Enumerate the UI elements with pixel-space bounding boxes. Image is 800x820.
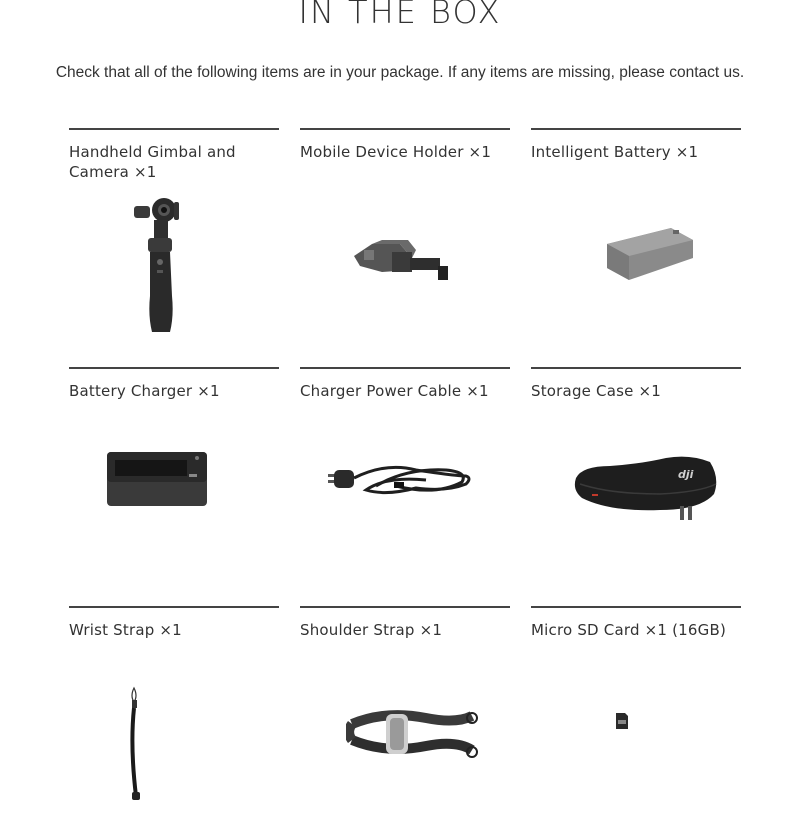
gimbal-camera-icon: [130, 196, 190, 336]
divider: [300, 128, 510, 130]
storage-case-icon: [570, 454, 720, 524]
item-label: Storage Case ×1: [531, 382, 662, 400]
item-label: Wrist Strap ×1: [69, 621, 182, 639]
micro-sd-icon: [615, 712, 629, 730]
wrist-strap-icon: [124, 686, 148, 802]
item-power-cable: [300, 367, 510, 401]
item-label: Charger Power Cable ×1: [300, 382, 489, 400]
divider: [531, 367, 741, 369]
divider: [300, 606, 510, 608]
page-title: IN THE BOX: [298, 0, 502, 31]
shoulder-strap-icon: [346, 706, 482, 764]
item-micro-sd: [531, 606, 741, 640]
divider: [69, 128, 279, 130]
item-battery: [531, 128, 741, 162]
item-shoulder-strap: [300, 606, 510, 640]
divider: [69, 606, 279, 608]
item-storage-case: [531, 367, 741, 401]
item-label: Handheld Gimbal and Camera ×1: [69, 143, 236, 181]
item-charger: [69, 367, 279, 401]
item-label: Battery Charger ×1: [69, 382, 220, 400]
divider: [300, 367, 510, 369]
item-label: Micro SD Card ×1 (16GB): [531, 621, 727, 639]
item-mobile-holder: [300, 128, 510, 162]
item-label: Shoulder Strap ×1: [300, 621, 443, 639]
divider: [69, 367, 279, 369]
battery-icon: [603, 222, 695, 286]
item-label: Intelligent Battery ×1: [531, 143, 699, 161]
divider: [531, 606, 741, 608]
mobile-holder-icon: [352, 236, 452, 288]
item-wrist-strap: [69, 606, 279, 640]
item-gimbal: [69, 128, 279, 182]
item-label: Mobile Device Holder ×1: [300, 143, 492, 161]
case-logo: dji: [678, 468, 694, 481]
intro-text: Check that all of the following items are in your package. If any items are missing, please contact us.: [55, 64, 745, 81]
charger-icon: [105, 450, 209, 508]
power-cable-icon: [326, 456, 474, 500]
divider: [531, 128, 741, 130]
